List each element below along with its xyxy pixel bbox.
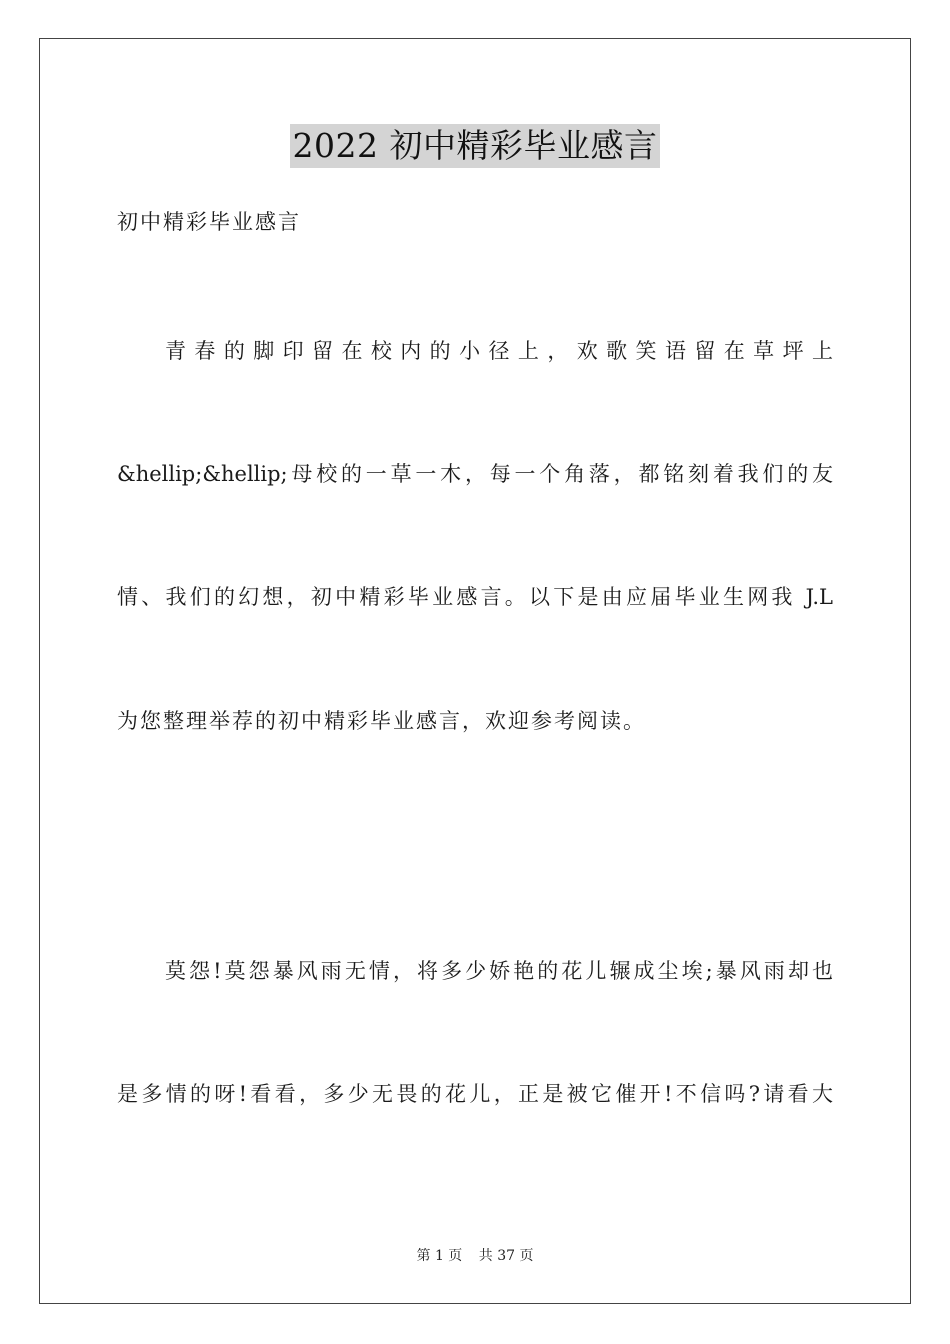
document-title: 2022 初中精彩毕业感言 (290, 124, 661, 168)
page-number: 第 1 页 (416, 1248, 463, 1264)
title-container (0, 124, 950, 168)
document-subtitle: 初中精彩毕业感言 (117, 210, 301, 234)
paragraph-line: 莫怨!莫怨暴风雨无情，将多少娇艳的花儿辗成尘埃;暴风雨却也 (165, 959, 833, 983)
page-footer (0, 1246, 950, 1266)
paragraph-line: 情、我们的幻想，初中精彩毕业感言。以下是由应届毕业生网我 J.L (117, 585, 833, 609)
paragraph-line: 是多情的呀!看看，多少无畏的花儿，正是被它催开!不信吗?请看大 (117, 1082, 833, 1106)
paragraph-line: 青春的脚印留在校内的小径上，欢歌笑语留在草坪上 (165, 339, 833, 363)
page-count: 共 37 页 (478, 1248, 534, 1264)
paragraph-line: &hellip;&hellip;母校的一草一木，每一个角落，都铭刻着我们的友 (117, 462, 833, 486)
paragraph-line: 为您整理举荐的初中精彩毕业感言，欢迎参考阅读。 (117, 709, 646, 733)
